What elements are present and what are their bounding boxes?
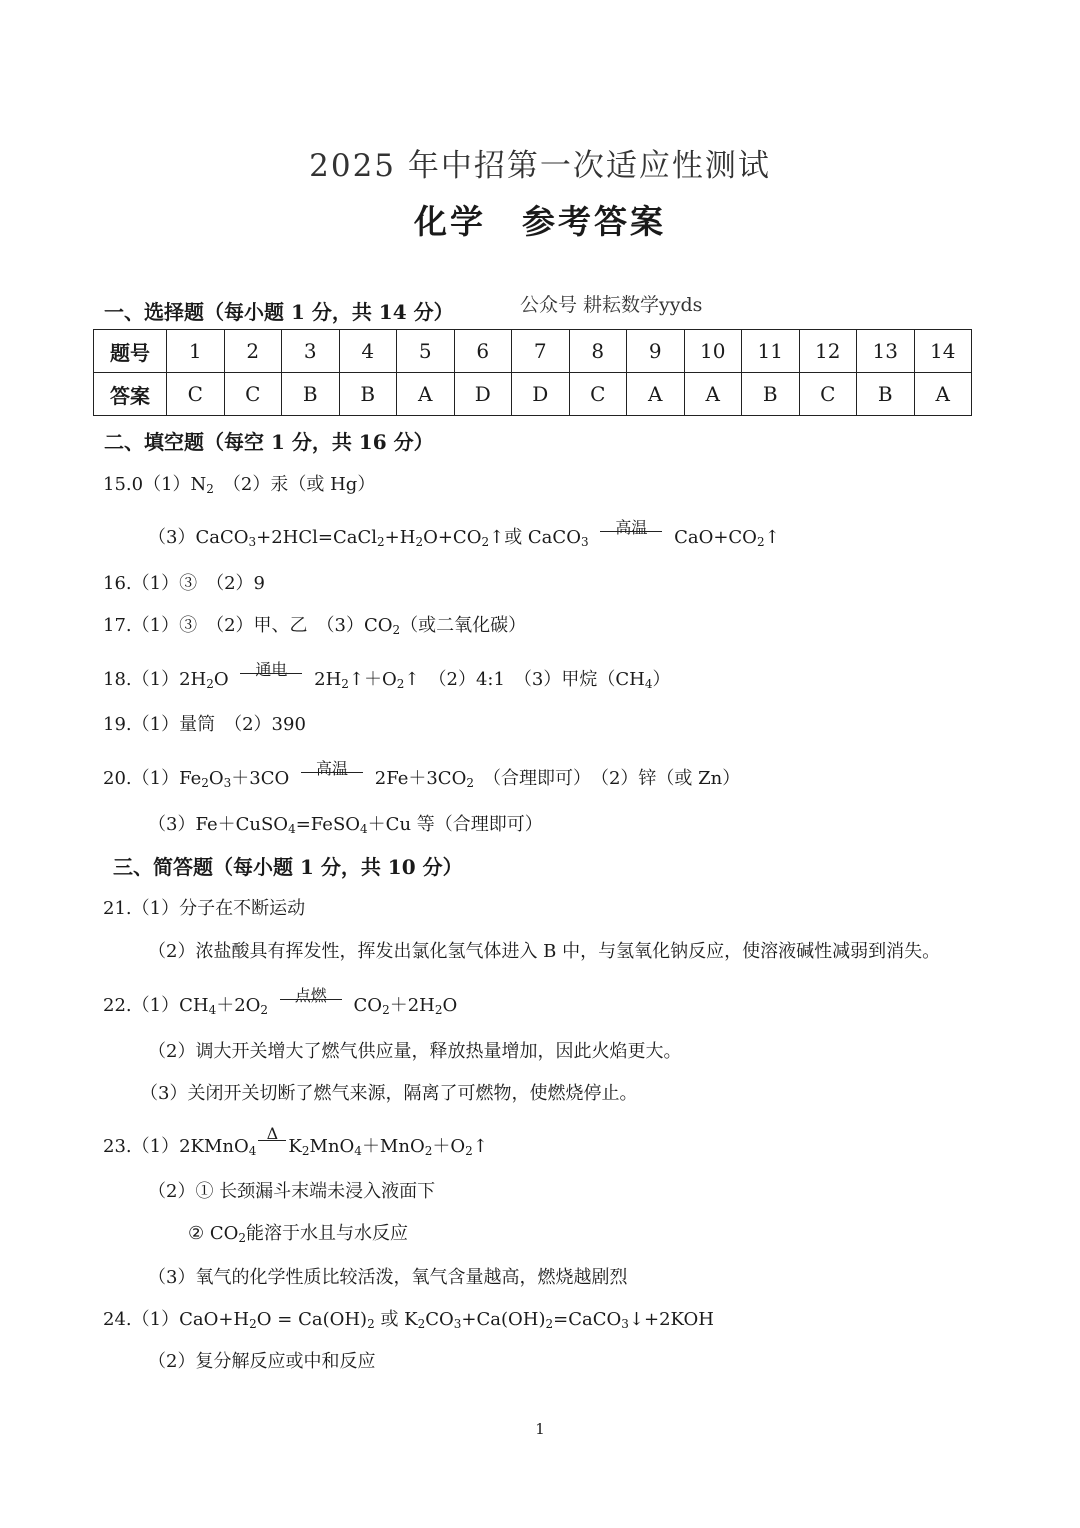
q22-line1: 22.（1）CH4＋2O2 点燃 CO2＋2H2O [103, 986, 458, 1017]
q22-line3: （3）关闭开关切断了燃气来源，隔离了可燃物，使燃烧停止。 [140, 1083, 638, 1104]
table-cell: 2 [224, 330, 282, 373]
q20-line1: 20.（1）Fe2O3＋3CO 高温 2Fe＋3CO2 （合理即可） （2）锌（或 Zn） [103, 759, 741, 790]
q24-line2: （2）复分解反应或中和反应 [148, 1351, 376, 1372]
watermark-text: 公众号 耕耘数学yyds [520, 294, 703, 316]
document-title: 2025 年中招第一次适应性测试 [309, 148, 771, 184]
reaction-condition: 通电 [240, 671, 302, 685]
q20-line2: （3）Fe＋CuSO4=FeSO4＋Cu 等（合理即可） [148, 814, 543, 836]
table-cell: A [627, 373, 685, 416]
reaction-condition: 高温 [301, 770, 363, 784]
q15-line1: 15.0（1）N2 （2）汞（或 Hg） [103, 474, 376, 496]
section2-heading: 二、填空题（每空 1 分，共 16 分） [104, 430, 434, 454]
table-cell: B [742, 373, 800, 416]
answer-table [93, 329, 972, 416]
row-label-number: 题号 [94, 330, 167, 373]
page-number: 1 [535, 1420, 545, 1438]
table-cell: 7 [512, 330, 570, 373]
table-row-answers [94, 373, 972, 416]
reaction-condition: 点燃 [280, 997, 342, 1011]
table-cell: A [914, 373, 972, 416]
q21-line2: （2）浓盐酸具有挥发性，挥发出氯化氢气体进入 B 中，与氢氧化钠反应，使溶液碱性减弱到消失。 [148, 941, 941, 962]
table-cell: 13 [857, 330, 915, 373]
table-cell: D [512, 373, 570, 416]
table-cell: 10 [684, 330, 742, 373]
document-subtitle: 化学 参考答案 [414, 202, 666, 241]
q24-line1: 24.（1）CaO+H2O = Ca(OH)2 或 K2CO3+Ca(OH)2=CaCO3↓+2KOH [103, 1309, 714, 1331]
table-cell: B [339, 373, 397, 416]
table-cell: B [857, 373, 915, 416]
reaction-condition: Δ [258, 1138, 286, 1152]
table-cell: 9 [627, 330, 685, 373]
table-cell: 12 [799, 330, 857, 373]
table-cell: 11 [742, 330, 800, 373]
section1-heading: 一、选择题（每小题 1 分，共 14 分） [104, 300, 454, 324]
q19-line: 19.（1）量筒 （2）390 [103, 714, 306, 735]
table-cell: 5 [397, 330, 455, 373]
reaction-condition: 高温 [600, 529, 662, 543]
table-cell: C [799, 373, 857, 416]
q22-line2: （2）调大开关增大了燃气供应量，释放热量增加，因此火焰更大。 [148, 1041, 682, 1062]
q21-line1: 21.（1）分子在不断运动 [103, 898, 306, 919]
table-cell: 6 [454, 330, 512, 373]
q23-line2: （2）① 长颈漏斗末端未浸入液面下 [148, 1181, 436, 1202]
table-cell: 3 [282, 330, 340, 373]
row-label-answer: 答案 [94, 373, 167, 416]
table-cell: 4 [339, 330, 397, 373]
table-cell: 14 [914, 330, 972, 373]
table-cell: D [454, 373, 512, 416]
q23-line1: 23.（1）2KMnO4 Δ K2MnO4＋MnO2＋O2↑ [103, 1124, 488, 1158]
table-row-numbers [94, 330, 972, 373]
q17-line: 17.（1）③ （2）甲、乙 （3）CO2（或二氧化碳） [103, 615, 527, 637]
q18-line: 18.（1）2H2O 通电 2H2↑＋O2↑ （2）4:1 （3）甲烷（CH4） [103, 660, 671, 691]
section3-heading: 三、简答题（每小题 1 分，共 10 分） [113, 855, 463, 879]
table-cell: B [282, 373, 340, 416]
table-cell: A [684, 373, 742, 416]
table-cell: 8 [569, 330, 627, 373]
q15-line2: （3）CaCO3+2HCl=CaCl2+H2O+CO2↑或 CaCO3 高温 CaO+CO2↑ [148, 518, 780, 549]
table-cell: A [397, 373, 455, 416]
table-cell: C [569, 373, 627, 416]
table-cell: C [224, 373, 282, 416]
q16-line: 16.（1）③ （2）9 [103, 573, 265, 594]
table-cell: 1 [167, 330, 225, 373]
table-cell: C [167, 373, 225, 416]
q23-line3: ② CO2能溶于水且与水反应 [188, 1223, 409, 1245]
q23-line4: （3）氧气的化学性质比较活泼，氧气含量越高，燃烧越剧烈 [148, 1267, 628, 1288]
